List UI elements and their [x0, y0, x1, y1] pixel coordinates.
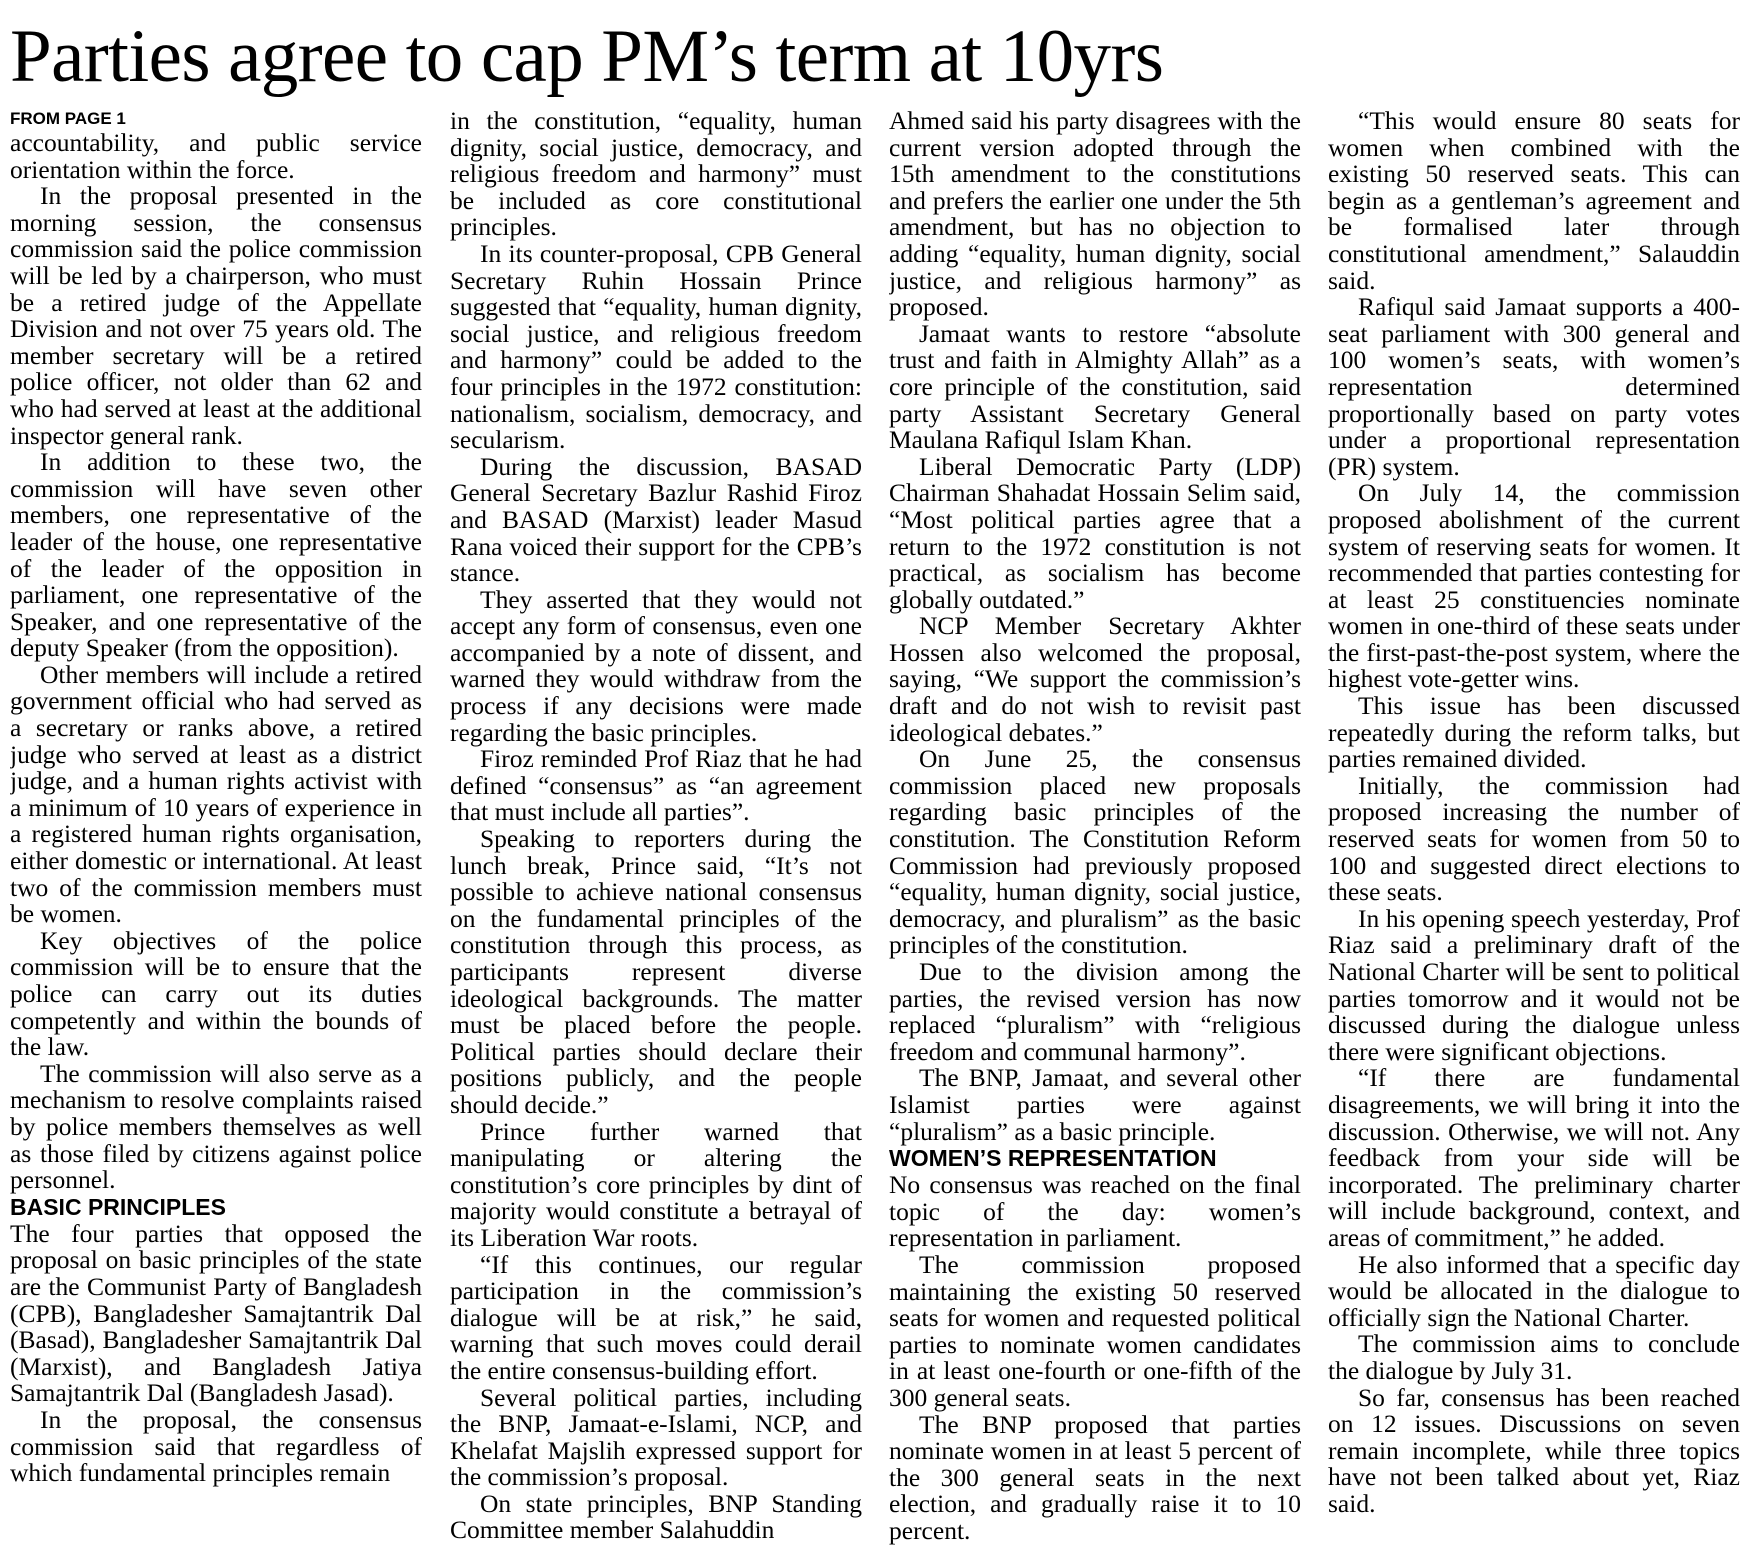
article-paragraph: Initially, the commission had proposed increasing the number of reserved seats for women from 50 to 100 and suggested direct elections to these seats.	[1328, 770, 1740, 907]
article-paragraph: During the discussion, BASAD General Secretary Bazlur Rashid Firoz and BASAD (Marxist) leader Masud Rana voiced their support for the CPB’s stance.	[450, 451, 862, 588]
article-paragraph: The BNP, Jamaat, and several other Islamist parties were against “pluralism” as a basic principle.	[889, 1063, 1301, 1146]
section-subhead: BASIC PRINCIPLES	[10, 1193, 226, 1220]
article-paragraph: Key objectives of the police commission will be to ensure that the police can carry out its duties competently and within the bounds of the law.	[10, 925, 422, 1062]
article-paragraph: Several political parties, including the BNP, Jamaat-e-Islami, NCP, and Khelafat Majslih expressed support for the commission’s proposal.	[450, 1382, 862, 1492]
article-paragraph: Jamaat wants to restore “absolute trust and faith in Almighty Allah” as a core principle of the constitution, said party Assistant Secretary General Maulana Rafiqul Islam Khan.	[889, 318, 1301, 455]
article-paragraph: Firoz reminded Prof Riaz that he had defined “consensus” as “an agreement that must include all parties”.	[450, 744, 862, 827]
headline: Parties agree to cap PM’s term at 10yrs	[10, 15, 1164, 98]
article-paragraph: Speaking to reporters during the lunch break, Prince said, “It’s not possible to achieve national consensus on the fundamental principles of the constitution through this process, as participants represent diverse ideological backgrounds. The matter must be placed before the people. Political parties should declare their positions publicly, and the people should decide.”	[450, 824, 862, 1119]
article-paragraph: On state principles, BNP Standing Committee member Salahuddin	[450, 1488, 862, 1545]
article-paragraph: In the proposal presented in the morning session, the consensus commission said the police commission will be led by a chairperson, who must be a retired judge of the Appellate Division and not over 75 years old. The member secretary will be a retired police officer, not older than 62 and who had served at least at the additional inspector general rank.	[10, 181, 422, 450]
article-paragraph: In the proposal, the consensus commission said that regardless of which fundamental principles remain	[10, 1404, 422, 1488]
article-paragraph: Rafiqul said Jamaat supports a 400-seat parliament with 300 general and 100 women’s seats, with women’s representation determined proportionally based on party votes under a proportional representation (PR) system.	[1328, 292, 1740, 481]
column-2	[450, 108, 862, 1548]
article-paragraph: accountability, and public service orientation within the force.	[10, 128, 422, 184]
article-paragraph: He also informed that a specific day would be allocated in the dialogue to officially sign the National Charter.	[1328, 1249, 1740, 1332]
article-paragraph: They asserted that they would not accept any form of consensus, even one accompanied by a note of dissent, and warned they would withdraw from the process if any decisions were made regarding the basic principles.	[450, 584, 862, 747]
article-paragraph: The commission aims to conclude the dialogue by July 31.	[1328, 1329, 1740, 1385]
column-3	[889, 108, 1301, 1548]
column-1	[10, 108, 422, 1548]
article-paragraph: Prince further warned that manipulating or altering the constitution’s core principles by dint of majority would constitute a betrayal of its Liberation War roots.	[450, 1116, 862, 1252]
article-paragraph: No consensus was reached on the final topic of the day: women’s representation in parliament.	[889, 1170, 1301, 1253]
article-paragraph: Due to the division among the parties, the revised version has now replaced “pluralism” with “religious freedom and communal harmony”.	[889, 957, 1301, 1066]
column-4	[1328, 108, 1740, 1548]
article-paragraph: In its counter-proposal, CPB General Secretary Ruhin Hossain Prince suggested that “equality, human dignity, social justice, and religious freedom and harmony” could be added to the four principles in the 1972 constitution: nationalism, socialism, democracy, and secularism.	[450, 238, 862, 455]
article-paragraph: Other members will include a retired government official who had served as a secretary or ranks above, a retired judge who served at least as a district judge, and a human rights activist with a minimum of 10 years of experience in a registered human rights organisation, either domestic or international. At least two of the commission members must be women.	[10, 659, 422, 929]
article-paragraph: Liberal Democratic Party (LDP) Chairman Shahadat Hossain Selim said, “Most political parties agree that a return to the 1972 constitution is not practical, as socialism has become globally outdated.”	[889, 451, 1301, 614]
article-paragraph: Ahmed said his party disagrees with the current version adopted through the 15th amendment to the constitutions and prefers the earlier one under the 5th amendment, but has no objection to adding “equality, human dignity, social justice, and religious harmony” as proposed.	[889, 108, 1301, 322]
article-paragraph: This issue has been discussed repeatedly during the reform talks, but parties remained divided.	[1328, 691, 1740, 774]
article-paragraph: NCP Member Secretary Akhter Hossen also welcomed the proposal, saying, “We support the commission’s draft and do not wish to revisit past ideological debates.”	[889, 611, 1301, 747]
article-paragraph: On June 25, the consensus commission placed new proposals regarding basic principles of the constitution. The Constitution Reform Commission had previously proposed “equality, human dignity, social justice, democracy, and pluralism” as the basic principles of the constitution.	[889, 744, 1301, 960]
article-paragraph: The four parties that opposed the proposal on basic principles of the state are the Communist Party of Bangladesh (CPB), Bangladesher Samajtantrik Dal (Basad), Bangladesher Samajtantrik Dal (Marxist), and Bangladesh Jatiya Samajtantrik Dal (Bangladesh Jasad).	[10, 1218, 422, 1408]
article-paragraph: In addition to these two, the commission will have seven other members, one representative of the leader of the house, one representative of the leader of the opposition in parliament, one representative of the Speaker, and one representative of the deputy Speaker (from the opposition).	[10, 447, 422, 663]
article-paragraph: On July 14, the commission proposed abolishment of the current system of reserving seats for women. It recommended that parties contesting for at least 25 constituencies nominate women in one-third of these seats under the first-past-the-post system, where the highest vote-getter wins.	[1328, 478, 1740, 694]
article-paragraph: in the constitution, “equality, human dignity, social justice, democracy, and religious freedom and harmony” must be included as core constitutional principles.	[450, 108, 862, 242]
article-paragraph: The commission proposed maintaining the existing 50 reserved seats for women and requested political parties to nominate women candidates in at least one-fourth or one-fifth of the 300 general seats.	[889, 1249, 1301, 1412]
article-paragraph: The BNP proposed that parties nominate women in at least 5 percent of the 300 general seats in the next election, and gradually raise it to 10 percent.	[889, 1409, 1301, 1545]
article-paragraph: “If this continues, our regular participation in the commission’s dialogue will be at risk,” he said, warning that such moves could derail the entire consensus-building effort.	[450, 1249, 862, 1385]
article-paragraph: The commission will also serve as a mechanism to resolve complaints raised by police members themselves as well as those filed by citizens against police personnel.	[10, 1058, 422, 1195]
article-paragraph: “This would ensure 80 seats for women when combined with the existing 50 reserved seats. This can begin as a gentleman’s agreement and be formalised later through constitutional amendment,” Salauddin said.	[1328, 108, 1740, 295]
article-body	[10, 108, 1744, 1549]
section-subhead: WOMEN’S REPRESENTATION	[889, 1145, 1217, 1172]
article-paragraph: So far, consensus has been reached on 12 issues. Discussions on seven remain incomplete, while three topics have not been talked about yet, Riaz said.	[1328, 1382, 1740, 1518]
dateline: FROM PAGE 1	[10, 109, 126, 128]
article-paragraph: In his opening speech yesterday, Prof Riaz said a preliminary draft of the National Charter will be sent to political parties tomorrow and it would not be discussed during the dialogue unless there were significant objections.	[1328, 903, 1740, 1066]
article-paragraph: “If there are fundamental disagreements, we will bring it into the discussion. Otherwise, we will not. Any feedback from your side will be incorporated. The preliminary charter will include background, context, and areas of commitment,” he added.	[1328, 1063, 1740, 1252]
